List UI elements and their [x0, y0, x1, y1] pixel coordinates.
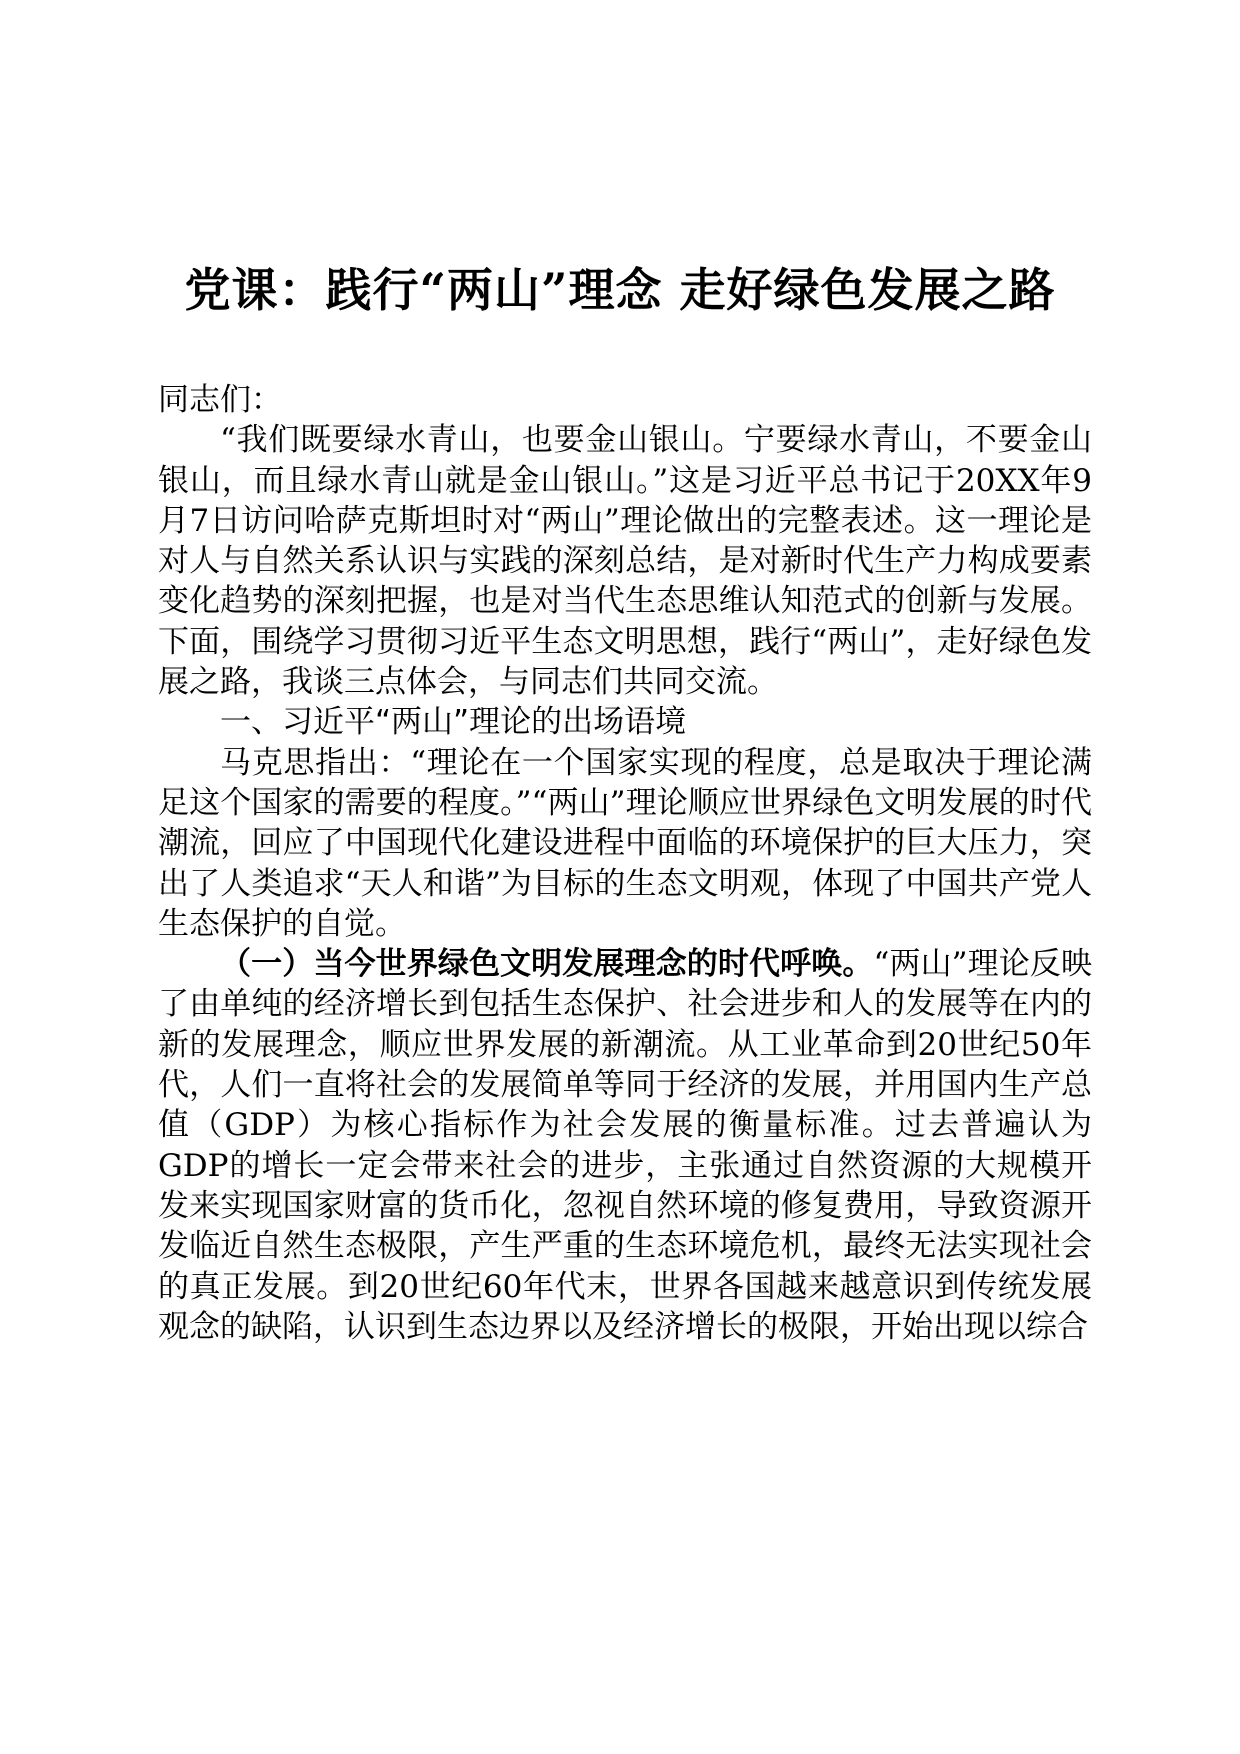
subsection-1-text: “两山”理论反映了由单纯的经济增长到包括生态保护、社会进步和人的发展等在内的新的发展理念，顺应世界发展的新潮流。从工业革命到20世纪50年代，人们一直将社会的发展简单等同于经济的发展，并用国内生产总值（GDP）为核心指标作为社会发展的衡量标准。过去普遍认为GDP的增长一定会带来社会的进步，主张通过自然资源的大规模开发来实现国家财富的货币化，忽视自然环境的修复费用，导致资源开发临近自然生态极限，产生严重的生态环境危机，最终无法实现社会的真正发展。到20世纪60年代末，世界各国越来越意识到传统发展观念的缺陷，认识到生态边界以及经济增长的极限，开始出现以综合: [158, 946, 1093, 1345]
section-heading-1: 一、习近平“两山”理论的出场语境: [220, 704, 687, 741]
document-body: [158, 380, 1092, 1347]
intro-paragraph: “我们既要绿水青山，也要金山银山。宁要绿水青山，不要金山银山，而且绿水青山就是金山银山。”这是习近平总书记于20XX年9月7日访问哈萨克斯坦时对“两山”理论做出的完整表述。这一理论是对人与自然关系认识与实践的深刻总结，是对新时代生产力构成要素变化趋势的深刻把握，也是对当代生态思维认知范式的创新与发展。下面，围绕学习贯彻习近平生态文明思想，践行“两山”，走好绿色发展之路，我谈三点体会，与同志们共同交流。: [158, 422, 1092, 701]
subsection-1-title: （一）当今世界绿色文明发展理念的时代呼唤。: [220, 946, 874, 983]
section-1-paragraph: 马克思指出：“理论在一个国家实现的程度，总是取决于理论满足这个国家的需要的程度。”“两山”理论顺应世界绿色文明发展的时代潮流，回应了中国现代化建设进程中面临的环境保护的巨大压力，突出了人类追求“天人和谐”为目标的生态文明观，体现了中国共产党人生态保护的自觉。: [158, 744, 1092, 942]
document-title: 党课：践行“两山”理念 走好绿色发展之路: [184, 263, 1056, 317]
subsection-1-paragraph: [158, 944, 1092, 1347]
greeting: 同志们：: [158, 382, 282, 418]
